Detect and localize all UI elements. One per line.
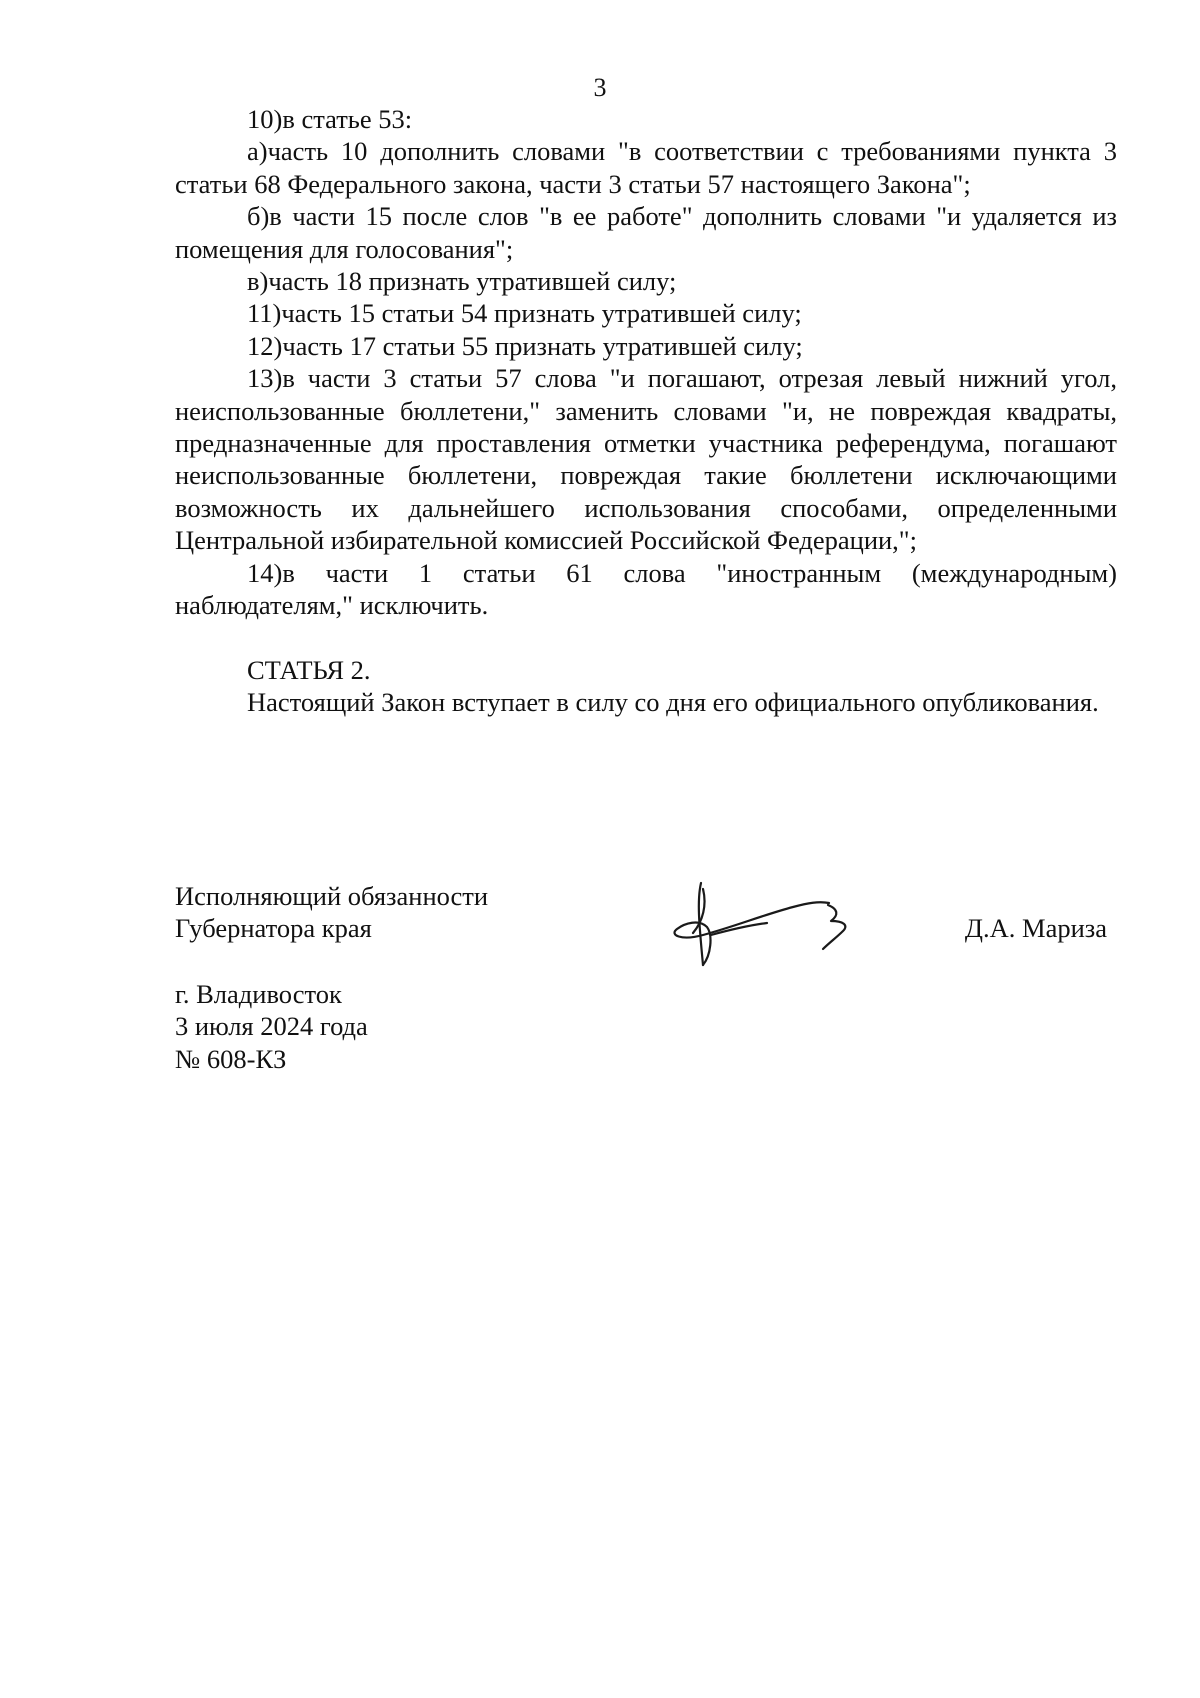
- date: 3 июля 2024 года: [175, 1011, 368, 1042]
- place-date-block: [175, 978, 368, 1075]
- amendment-paragraph: 10)в статье 53:: [247, 104, 413, 134]
- signer-title: [175, 880, 488, 945]
- amendment-paragraph: 14)в части 1 статьи 61 слова "иностранным (международным) наблюдателям," исключить.: [175, 557, 1117, 621]
- signature-block: [175, 880, 1117, 960]
- amendment-paragraph: в)часть 18 признать утратившей силу;: [247, 266, 677, 297]
- article-heading: СТАТЬЯ 2.: [247, 654, 371, 685]
- amendment-paragraph: а)часть 10 дополнить словами "в соответствии с требованиями пункта 3 статьи 68 Федерального закона, части 3 статьи 57 настоящего Закона";: [175, 136, 1117, 199]
- city: г. Владивосток: [175, 979, 342, 1009]
- amendment-paragraph: 13)в части 3 статьи 57 слова "и погашают, отрезая левый нижний угол, неиспользованные бюллетени," заменить словами "и, не повреждая квадраты, предназначенные для проставления отметки участника референдума, погашают неиспользованные бюллетени, повреждая такие бюллетени исключающими возможность их дальнейшего использования способами, определенными Центральной избирательной комиссией Российской Федерации,";: [175, 363, 1117, 556]
- amendment-paragraph: 12)часть 17 статьи 55 признать утратившей силу;: [247, 330, 803, 361]
- signer-title-line: Губернатора края: [175, 913, 372, 944]
- handwritten-signature: [663, 875, 873, 971]
- document-body: [175, 103, 1117, 718]
- signer-title-line: Исполняющий обязанности: [175, 881, 489, 911]
- article-text: Настоящий Закон вступает в силу со дня его официального опубликования.: [247, 686, 1099, 717]
- signer-name: Д.А. Мариза: [964, 913, 1107, 943]
- amendment-paragraph: б)в части 15 после слов "в ее работе" дополнить словами "и удаляется из помещения для голосования";: [175, 201, 1117, 264]
- amendment-paragraph: 11)часть 15 статьи 54 признать утратившей силу;: [247, 298, 802, 329]
- law-number: № 608-КЗ: [175, 1043, 287, 1074]
- page-number: 3: [593, 73, 607, 102]
